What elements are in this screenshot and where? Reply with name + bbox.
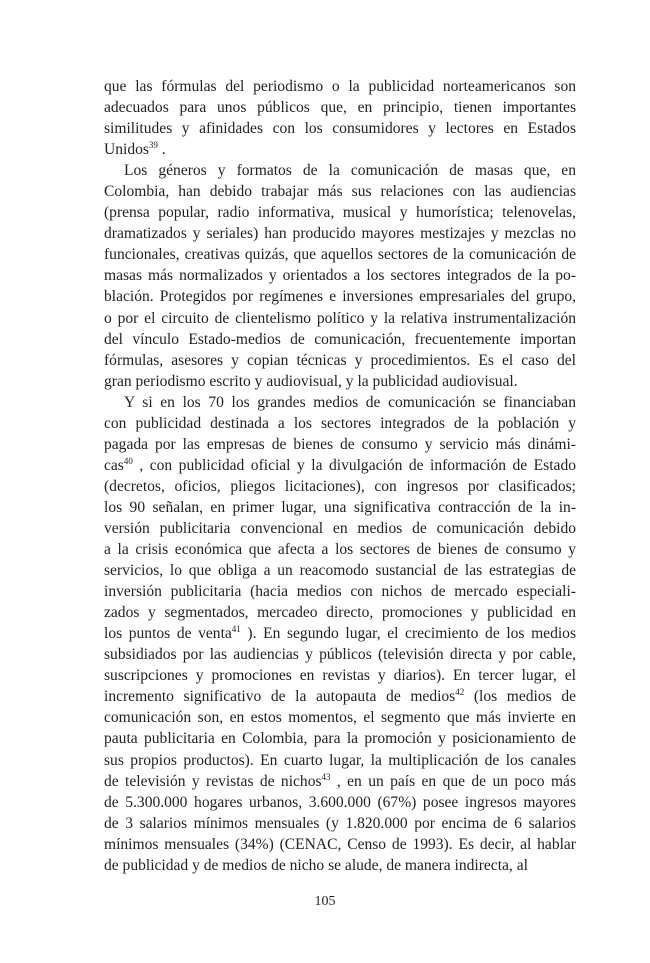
text-line bbox=[104, 139, 576, 160]
line-text: (prensa popular, radio informativa, musical y humorística; telenovelas, bbox=[104, 204, 576, 222]
text-line bbox=[104, 181, 576, 202]
footnote-reference[interactable]: 40 bbox=[123, 455, 133, 466]
text-line bbox=[104, 265, 576, 286]
line-text: inversión publicitaria (hacia medios con nichos de mercado especiali- bbox=[104, 583, 576, 601]
paragraph bbox=[104, 76, 576, 160]
line-text: gran periodismo escrito y audiovisual, y la publicidad audiovisual. bbox=[104, 372, 518, 390]
line-text: versión publicitaria convencional en medios de comunicación debido bbox=[104, 519, 576, 537]
line-text: adecuados para unos públicos que, en principio, tienen importantes bbox=[104, 99, 576, 117]
text-line bbox=[104, 223, 576, 244]
text-line bbox=[104, 792, 576, 813]
line-text: los puntos de venta bbox=[104, 625, 232, 643]
line-text-continued: . bbox=[157, 141, 166, 159]
paragraph bbox=[104, 160, 576, 392]
line-text: pauta publicitaria en Colombia, para la promoción y posicionamiento de bbox=[104, 730, 576, 748]
text-line bbox=[104, 371, 576, 392]
text-line bbox=[104, 623, 576, 644]
text-line bbox=[104, 202, 576, 223]
text-line bbox=[104, 476, 576, 497]
text-line bbox=[104, 434, 576, 455]
line-text: de 3 salarios mínimos mensuales (y 1.820.000 por encima de 6 salarios bbox=[104, 814, 576, 832]
footnote-reference[interactable]: 43 bbox=[321, 771, 331, 782]
text-line bbox=[104, 413, 576, 434]
text-line bbox=[104, 244, 576, 265]
line-text: zados y segmentados, mercadeo directo, promociones y publicidad en bbox=[104, 604, 576, 622]
line-text: Los géneros y formatos de la comunicación de masas que, en bbox=[124, 162, 576, 180]
line-text: incremento significativo de la autopauta de medios bbox=[104, 688, 456, 706]
text-line bbox=[104, 813, 576, 834]
paragraph bbox=[104, 392, 576, 876]
line-text: Y si en los 70 los grandes medios de comunicación se financiaban bbox=[124, 393, 576, 411]
line-text: Unidos bbox=[104, 141, 149, 159]
text-line bbox=[104, 686, 576, 707]
text-line bbox=[104, 392, 576, 413]
line-text: pagada por las empresas de bienes de consumo y servicio más dinámi- bbox=[104, 435, 576, 453]
text-line bbox=[104, 750, 576, 771]
text-line bbox=[104, 118, 576, 139]
line-text: de televisión y revistas de nichos bbox=[104, 772, 322, 790]
text-line bbox=[104, 728, 576, 749]
text-line bbox=[104, 602, 576, 623]
footnote-reference[interactable]: 42 bbox=[455, 687, 465, 698]
text-line bbox=[104, 644, 576, 665]
line-text: mínimos mensuales (34%) (CENAC, Censo de 1993). Es decir, al hablar bbox=[104, 835, 576, 853]
text-line bbox=[104, 160, 576, 181]
line-text: con publicidad destinada a los sectores integrados de la población y bbox=[104, 414, 576, 432]
line-text: sus propios productos). En cuarto lugar, la multiplicación de los canales bbox=[104, 751, 576, 769]
line-text: del vínculo Estado-medios de comunicación, frecuentemente importan bbox=[104, 330, 576, 348]
text-line bbox=[104, 539, 576, 560]
paragraph-list bbox=[104, 76, 576, 876]
line-text: funcionales, creativas quizás, que aquellos sectores de la comunicación de bbox=[104, 246, 576, 264]
line-text: similitudes y afinidades con los consumidores y lectores en Estados bbox=[104, 120, 576, 138]
line-text: que las fórmulas del periodismo o la publicidad norteamericanos son bbox=[104, 78, 576, 95]
line-text: a la crisis económica que afecta a los sectores de bienes de consumo y bbox=[104, 541, 576, 559]
text-line bbox=[104, 350, 576, 371]
line-text: de publicidad y de medios de nicho se alude, de manera indirecta, al bbox=[104, 856, 528, 874]
text-line bbox=[104, 855, 576, 876]
text-line bbox=[104, 834, 576, 855]
line-text: masas más normalizados y orientados a los sectores integrados de la po- bbox=[104, 267, 576, 285]
page-number: 105 bbox=[314, 894, 336, 909]
text-line bbox=[104, 665, 576, 686]
line-text: blación. Protegidos por regímenes e inversiones empresariales del grupo, bbox=[104, 288, 576, 306]
text-line bbox=[104, 286, 576, 307]
line-text: subsidiados por las audiencias y públicos (televisión directa y por cable, bbox=[104, 646, 576, 664]
footnote-reference[interactable]: 39 bbox=[148, 140, 158, 151]
line-text-continued: ). En segundo lugar, el crecimiento de los medios bbox=[240, 625, 577, 643]
text-line bbox=[104, 329, 576, 350]
line-text: fórmulas, asesores y copian técnicas y procedimientos. Es el caso del bbox=[104, 351, 576, 369]
line-text: servicios, lo que obliga a un reacomodo sustancial de las estrategias de bbox=[104, 562, 576, 580]
text-line bbox=[104, 707, 576, 728]
line-text: los 90 señalan, en primer lugar, una significativa contracción de la in- bbox=[104, 498, 576, 516]
text-line bbox=[104, 560, 576, 581]
line-text-continued: , con publicidad oficial y la divulgación de información de Estado bbox=[132, 456, 576, 474]
line-text-continued: , en un país en que de un poco más bbox=[330, 772, 576, 790]
line-text: o por el circuito de clientelismo político y la relativa instrumentalización bbox=[104, 309, 576, 327]
text-line bbox=[104, 581, 576, 602]
line-text: cas bbox=[104, 456, 124, 474]
text-line bbox=[104, 518, 576, 539]
line-text: de 5.300.000 hogares urbanos, 3.600.000 (67%) posee ingresos mayores bbox=[104, 793, 576, 811]
text-line bbox=[104, 97, 576, 118]
text-line bbox=[104, 455, 576, 476]
text-line bbox=[104, 308, 576, 329]
line-text: dramatizados y seriales) han producido mayores mestizajes y mezclas no bbox=[104, 225, 576, 243]
text-line bbox=[104, 76, 576, 97]
body-text bbox=[104, 76, 576, 876]
text-line bbox=[104, 497, 576, 518]
footnote-reference[interactable]: 41 bbox=[231, 624, 241, 635]
line-text: comunicación son, en estos momentos, el segmento que más invierte en bbox=[104, 709, 576, 727]
line-text: suscripciones y promociones en revistas y diarios). En tercer lugar, el bbox=[104, 667, 576, 685]
line-text: (decretos, oficios, pliegos licitaciones), con ingresos por clasificados; bbox=[104, 477, 576, 495]
line-text-continued: (los medios de bbox=[464, 688, 576, 706]
text-line bbox=[104, 771, 576, 792]
line-text: Colombia, han debido trabajar más sus relaciones con las audiencias bbox=[104, 183, 576, 201]
